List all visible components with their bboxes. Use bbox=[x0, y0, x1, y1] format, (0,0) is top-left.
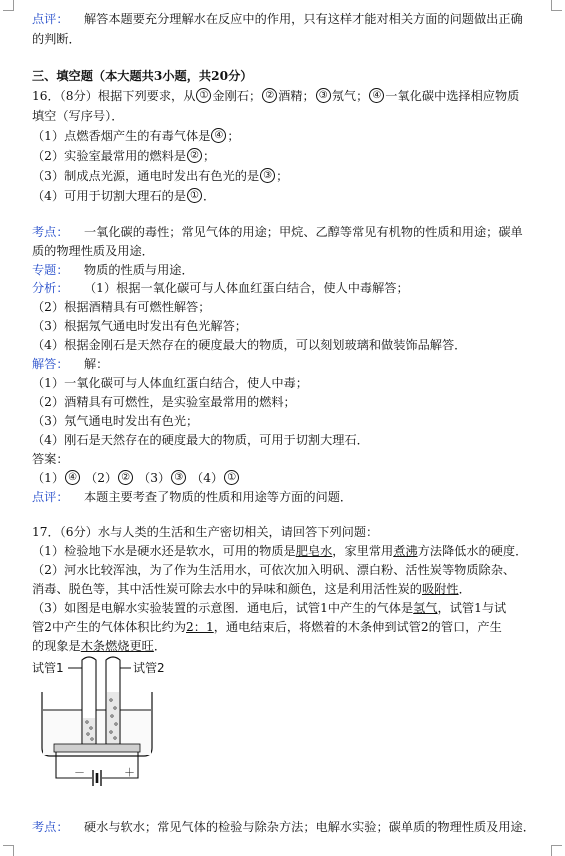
answer-blank: 吸附性 bbox=[422, 582, 459, 596]
option-1-marker: ① bbox=[196, 88, 211, 103]
answer-blank: 肥皂水 bbox=[295, 544, 333, 558]
option-3-marker: ③ bbox=[316, 88, 331, 103]
q16-stem: 16．（8分）根据下列要求，从 ① 金刚石； ② 酒精； ③ 氖气； ④ 一氧化碳中选择相应物质 bbox=[32, 89, 520, 103]
section-heading: 三、填空题（本大题共3小题，共20分） bbox=[32, 69, 253, 83]
prev-remark-line bbox=[32, 30, 535, 48]
kaodian-label: 考点： bbox=[32, 820, 69, 834]
q17-part3: （3）如图是电解水实验装置的示意图．通电后，试管1中产生的气体是氢气，试管1与试 bbox=[32, 601, 507, 615]
q16-fenxi-line: （3）根据氖气通电时发出有色光解答； bbox=[32, 319, 247, 333]
remark-text: 的判断． bbox=[32, 32, 81, 46]
q16-jieda: 解答： 解： bbox=[32, 357, 109, 371]
zhuanti-label: 专题： bbox=[32, 263, 69, 277]
page-corner-mark bbox=[551, 845, 562, 856]
q16-fenxi-line: （2）根据酒精具有可燃性解答； bbox=[32, 300, 211, 314]
q16-fenxi-line: （4）根据金刚石是天然存在的硬度最大的物质，可以刻划玻璃和做装饰品解答． bbox=[32, 338, 467, 352]
q17-stem: 17．（6分）水与人类的生活和生产密切相关，请回答下列问题： bbox=[32, 525, 379, 539]
remark-text: 解答本题要充分理解水在反应中的作用，只有这样才能对相关方面的问题做出正确 bbox=[84, 12, 523, 26]
answer-blank: 煮沸 bbox=[393, 544, 418, 558]
jieda-label: 解答： bbox=[32, 357, 69, 371]
q16-answers: （1） ④ （2） ② （3） ③ （4） ① bbox=[32, 469, 535, 487]
q17-part1: （1）检验地下水是硬水还是软水，可用的物质是肥皂水，家里常用煮沸方法降低水的硬度． bbox=[32, 544, 528, 558]
answer-blank: 木条燃烧更旺 bbox=[80, 639, 154, 653]
q16-dianping: 点评： 本题主要考查了物质的性质和用途等方面的问题． bbox=[32, 490, 353, 504]
q16-daan-label: 答案： bbox=[32, 452, 69, 466]
q16-item: （1）点燃香烟产生的有毒气体是 ④ ； bbox=[32, 129, 240, 143]
answer-marker: ① bbox=[187, 188, 202, 203]
tube-2-water bbox=[107, 692, 119, 743]
answer-marker: ② bbox=[118, 470, 133, 485]
kaodian-label: 考点： bbox=[32, 225, 69, 239]
negative-sign: － bbox=[74, 766, 85, 779]
q17-part3-cont: 管2中产生的气体体积比约为2：1，通电结束后，将燃着的木条伸到试管2的管口，产生 bbox=[32, 620, 502, 634]
dianping-label: 点评： bbox=[32, 490, 69, 504]
q17-part2-cont: 消毒、脱色等，其中活性炭可除去水中的异味和颜色，这是利用活性炭的吸附性． bbox=[32, 582, 471, 596]
positive-sign: ＋ bbox=[124, 766, 135, 779]
answer-marker: ① bbox=[224, 470, 239, 485]
answer-marker: ④ bbox=[211, 128, 226, 143]
q17-part2: （2）河水比较浑浊，为了作为生活用水，可依次加入明矾、漂白粉、活性炭等物质除杂、 bbox=[32, 563, 516, 577]
fenxi-label: 分析： bbox=[32, 281, 69, 295]
page-corner-mark bbox=[3, 0, 14, 11]
answer-marker: ③ bbox=[260, 168, 275, 183]
q16-jieda-line: （2）酒精具有可燃性，是实验室最常用的燃料； bbox=[32, 395, 296, 409]
electrode-base bbox=[54, 744, 140, 752]
option-4-marker: ④ bbox=[369, 88, 384, 103]
answer-marker: ④ bbox=[65, 470, 80, 485]
option-2-marker: ② bbox=[262, 88, 277, 103]
tube2-label: 试管2 bbox=[133, 661, 165, 675]
q16-item: （3）制成点光源，通电时发出有色光的是 ③ ； bbox=[32, 169, 289, 183]
q16-kaodian: 考点： 一氧化碳的毒性；常见气体的用途；甲烷、乙醇等常见有机物的性质和用途；碳单 bbox=[32, 225, 523, 239]
q16-kaodian-cont: 质的物理性质及用途． bbox=[32, 244, 154, 258]
q16-fenxi: 分析： （1）根据一氧化碳可与人体血红蛋白结合，使人中毒解答； bbox=[32, 281, 409, 295]
electrolysis-apparatus-figure bbox=[30, 656, 170, 790]
q17-kaodian: 考点： 硬水与软水；常见气体的检验与除杂方法；电解水实验；碳单质的物理性质及用途． bbox=[32, 820, 535, 834]
q16-zhuanti: 专题： 物质的性质与用途． bbox=[32, 263, 194, 277]
q16-item: （2）实验室最常用的燃料是 ② ； bbox=[32, 149, 216, 163]
dianping-label: 点评： bbox=[32, 12, 69, 26]
page-corner-mark bbox=[551, 0, 562, 11]
tube1-label: 试管1 bbox=[32, 661, 64, 675]
answer-marker: ② bbox=[187, 148, 202, 163]
answer-blank: 2：1 bbox=[186, 620, 214, 634]
q16-jieda-line: （3）氖气通电时发出有色光； bbox=[32, 414, 199, 428]
answer-marker: ③ bbox=[171, 470, 186, 485]
answer-blank: 氢气 bbox=[413, 601, 438, 615]
q16-item: （4）可用于切割大理石的是 ① ． bbox=[32, 189, 216, 203]
q16-jieda-line: （4）刚石是天然存在的硬度最大的物质，可用于切割大理石． bbox=[32, 433, 369, 447]
page-corner-mark bbox=[3, 845, 14, 856]
prev-remark-line bbox=[32, 10, 535, 28]
q17-part3-cont: 的现象是木条燃烧更旺． bbox=[32, 639, 167, 653]
q16-jieda-line: （1）一氧化碳可与人体血红蛋白结合，使人中毒； bbox=[32, 376, 308, 390]
q16-stem-cont: 填空（写序号）． bbox=[32, 109, 124, 123]
